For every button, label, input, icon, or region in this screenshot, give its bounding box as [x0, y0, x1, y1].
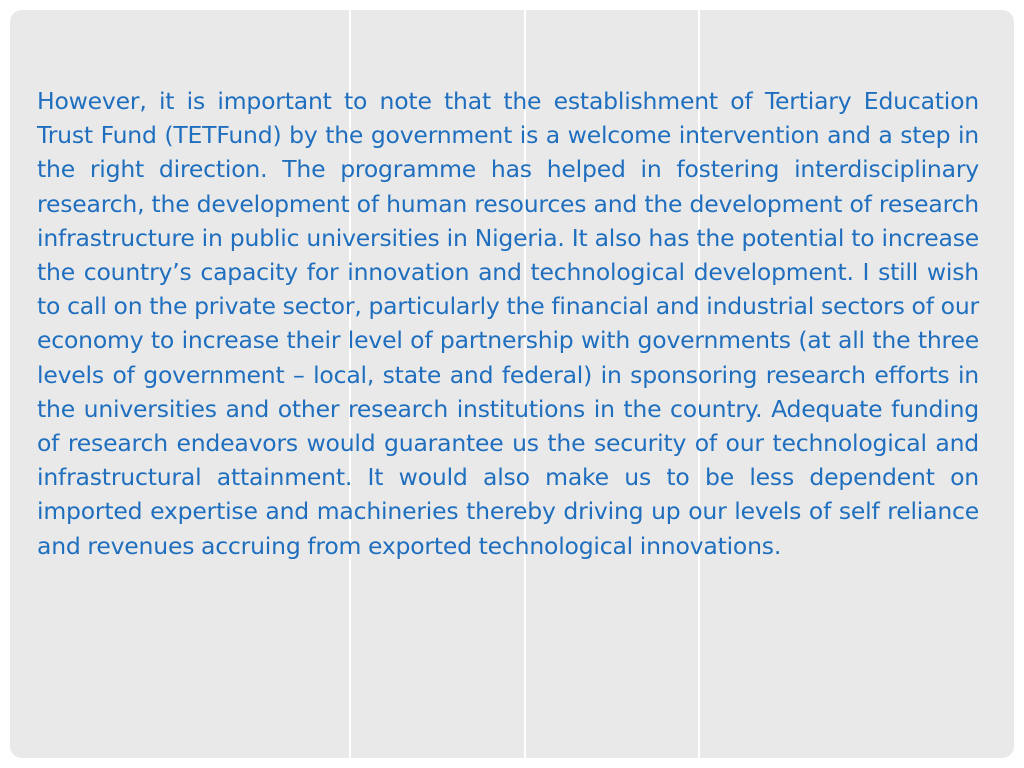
- body-paragraph: However, it is important to note that the establishment of Tertiary Education Trust Fund (TETFund) by the government is a welcome intervention and a step in the right direction. The programme has helped in fostering interdisciplinary research, the development of human resources and the development of research infrastructure in public universities in Nigeria. It also has the potential to increase the country’s capacity for innovation and technological development. I still wish to call on the private sector, particularly the financial and industrial sectors of our economy to increase their level of partnership with governments (at all the three levels of government – local, state and federal) in sponsoring research efforts in the universities and other research institutions in the country. Adequate funding of research endeavors would guarantee us the security of our technological and infrastructural attainment. It would also make us to be less dependent on imported expertise and machineries thereby driving up our levels of self reliance and revenues accruing from exported technological innovations.: [37, 87, 979, 560]
- slide-panel: [10, 10, 1014, 758]
